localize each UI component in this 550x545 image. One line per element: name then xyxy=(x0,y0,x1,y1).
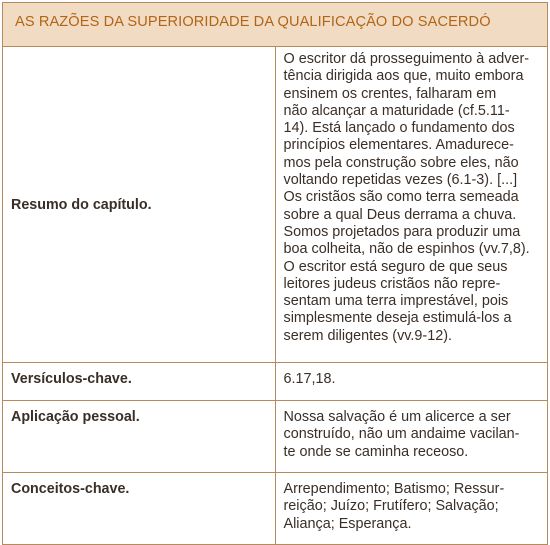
content-line: Aliança; Esperança. xyxy=(283,515,412,532)
title-row xyxy=(3,3,548,47)
content-line: serem diligentes (vv.9-12). xyxy=(283,327,452,344)
row-label-aplicacao: Aplicação pessoal. xyxy=(3,401,276,473)
content-line: 14). Está lançado o fundamento dos xyxy=(283,120,515,137)
content-line: Nossa salvação é um alicerce a ser xyxy=(283,409,511,425)
row-content-aplicacao xyxy=(275,401,548,473)
table-title: AS RAZÕES DA SUPERIORIDADE DA QUALIFICAÇÃO DO SACERDÓ xyxy=(3,3,548,47)
content-line: princípios elementares. Amadurece- xyxy=(283,137,514,154)
table-row-resumo xyxy=(3,47,548,363)
content-line: sentam uma terra imprestável, pois xyxy=(283,293,509,310)
row-content-versiculos xyxy=(275,363,548,401)
content-line: boa colheita, não de espinhos (vv.7,8). xyxy=(283,241,530,258)
content-line: 6.17,18. xyxy=(283,371,336,387)
content-line: Arrependimento; Batismo; Ressur- xyxy=(283,481,505,497)
content-line: reição; Juízo; Frutífero; Salvação; xyxy=(283,498,499,515)
table-row-versiculos xyxy=(3,363,548,401)
content-line: ensinem os crentes, falharam em xyxy=(283,85,497,102)
row-label-conceitos: Conceitos-chave. xyxy=(3,473,276,545)
content-line: simplesmente deseja estimulá-los a xyxy=(283,310,512,327)
chapter-summary-table xyxy=(2,2,548,545)
content-line: sobre a qual Deus derrama a chuva. xyxy=(283,206,517,223)
content-line: Somos projetados para produzir uma xyxy=(283,223,521,240)
row-content-resumo xyxy=(275,47,548,363)
content-line: mos pela construção sobre eles, não xyxy=(283,154,519,171)
content-line: leitores judeus cristãos não repre- xyxy=(283,275,501,292)
content-line: construído, não um andaime vacilan- xyxy=(283,426,520,443)
content-line: O escritor está seguro de que seus xyxy=(283,258,508,275)
content-line: voltando repetidas vezes (6.1-3). [...] xyxy=(283,172,518,189)
table-row-aplicacao xyxy=(3,401,548,473)
row-label-resumo: Resumo do capítulo. xyxy=(3,47,276,363)
content-line: tência dirigida aos que, muito embora xyxy=(283,68,524,85)
content-line: não alcançar a maturidade (cf.5.11- xyxy=(283,102,510,119)
row-label-versiculos: Versículos-chave. xyxy=(3,363,276,401)
content-line: O escritor dá prosseguimento à adver- xyxy=(283,51,530,67)
content-line: Os cristãos são como terra semeada xyxy=(283,189,519,206)
content-line: te onde se caminha receoso. xyxy=(283,443,469,460)
summary-table-container xyxy=(2,2,548,545)
